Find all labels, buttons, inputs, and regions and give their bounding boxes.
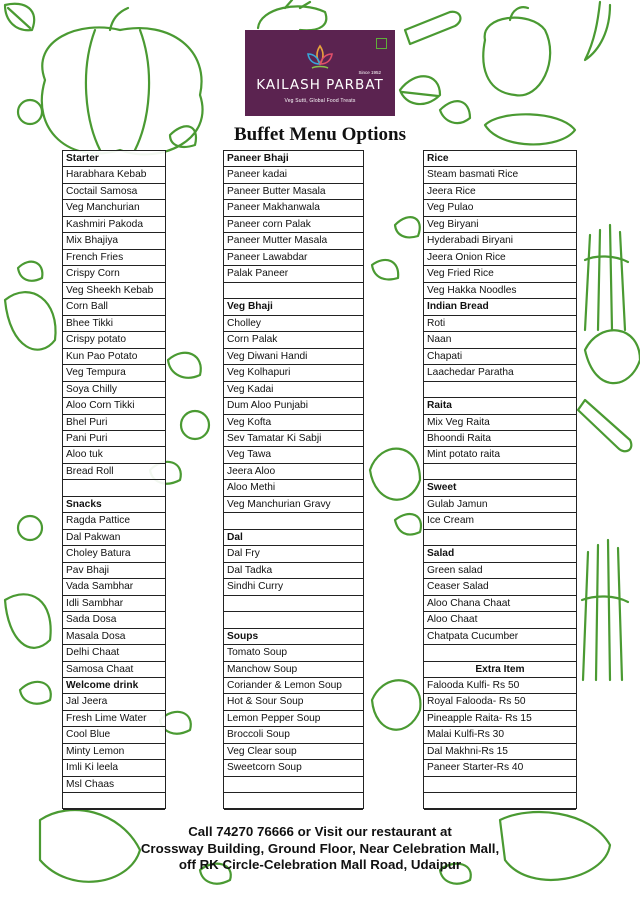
menu-item: French Fries (63, 250, 165, 266)
menu-item: Veg Pulao (424, 200, 576, 216)
menu-item (224, 596, 363, 612)
menu-item: Msl Chaas (63, 777, 165, 793)
menu-item: Corn Ball (63, 299, 165, 315)
lettuce-icon (585, 330, 640, 383)
menu-item: Vada Sambhar (63, 579, 165, 595)
leaf-icon (168, 353, 201, 378)
menu-item: Ragda Pattice (63, 513, 165, 529)
menu-item: Tomato Soup (224, 645, 363, 661)
menu-item: Sindhi Curry (224, 579, 363, 595)
menu-item: Pineapple Raita- Rs 15 (424, 711, 576, 727)
menu-item: Naan (424, 332, 576, 348)
menu-item (224, 777, 363, 793)
menu-item: Chatpata Cucumber (424, 629, 576, 645)
menu-item: Veg Tawa (224, 447, 363, 463)
menu-item: Veg Biryani (424, 217, 576, 233)
menu-item: Pav Bhaji (63, 563, 165, 579)
menu-item (224, 612, 363, 628)
contact-footer (0, 824, 640, 874)
menu-item: Paneer kadai (224, 167, 363, 183)
menu-item: Veg Clear soup (224, 744, 363, 760)
menu-item: Palak Paneer (224, 266, 363, 282)
menu-column-3 (423, 150, 577, 809)
asparagus-icon (585, 225, 628, 330)
section-header: Sweet (424, 480, 576, 496)
menu-item: Bhee Tikki (63, 316, 165, 332)
brand-name: KAILASH PARBAT (256, 77, 384, 93)
page-title: Buffet Menu Options (233, 124, 407, 145)
menu-item: Minty Lemon (63, 744, 165, 760)
section-header: Rice (424, 151, 576, 167)
menu-item: Bread Roll (63, 464, 165, 480)
menu-item: Bhel Puri (63, 415, 165, 431)
menu-item: Chapati (424, 349, 576, 365)
menu-item: Broccoli Soup (224, 727, 363, 743)
menu-item: Jeera Aloo (224, 464, 363, 480)
menu-item: Jeera Onion Rice (424, 250, 576, 266)
menu-item: Masala Dosa (63, 629, 165, 645)
leaf-icon (440, 101, 470, 123)
menu-item: Veg Sheekh Kebab (63, 283, 165, 299)
section-header: Snacks (63, 497, 165, 513)
menu-item: Veg Manchurian (63, 200, 165, 216)
menu-item: Dal Pakwan (63, 530, 165, 546)
menu-item (424, 645, 576, 661)
menu-item: Pani Puri (63, 431, 165, 447)
menu-item (424, 464, 576, 480)
menu-item: Imli Ki leela (63, 760, 165, 776)
menu-item: Veg Kofta (224, 415, 363, 431)
menu-item: Fresh Lime Water (63, 711, 165, 727)
menu-item: Mint potato raita (424, 447, 576, 463)
menu-item: Veg Diwani Handi (224, 349, 363, 365)
menu-item: Aloo Chana Chaat (424, 596, 576, 612)
menu-item (424, 382, 576, 398)
section-header: Raita (424, 398, 576, 414)
menu-item: Crispy potato (63, 332, 165, 348)
menu-item: Veg Manchurian Gravy (224, 497, 363, 513)
cucumber-icon (5, 292, 56, 350)
menu-item: Veg Fried Rice (424, 266, 576, 282)
menu-item: Hyderabadi Biryani (424, 233, 576, 249)
menu-item: Corn Palak (224, 332, 363, 348)
brussels-sprout-icon (18, 100, 42, 124)
menu-item (63, 793, 165, 809)
carrot-icon (405, 12, 460, 44)
menu-item: Harabhara Kebab (63, 167, 165, 183)
menu-item: Samosa Chaat (63, 662, 165, 678)
menu-item (424, 777, 576, 793)
menu-item: Aloo Chaat (424, 612, 576, 628)
menu-item: Paneer Butter Masala (224, 184, 363, 200)
menu-item (63, 480, 165, 496)
footer-line-1: Call 74270 76666 or Visit our restaurant at (188, 824, 452, 839)
menu-item: Delhi Chaat (63, 645, 165, 661)
menu-item: Crispy Corn (63, 266, 165, 282)
menu-item: Aloo Methi (224, 480, 363, 496)
menu-item: Kun Pao Potato (63, 349, 165, 365)
leaf-icon (20, 682, 51, 704)
section-header: Starter (63, 151, 165, 167)
menu-item: Mix Veg Raita (424, 415, 576, 431)
menu-item: Dal Fry (224, 546, 363, 562)
menu-item: Paneer Lawabdar (224, 250, 363, 266)
menu-item: Cool Blue (63, 727, 165, 743)
menu-item: Jal Jeera (63, 694, 165, 710)
chili-icon (585, 2, 610, 60)
menu-item: Paneer Makhanwala (224, 200, 363, 216)
menu-item: Dum Aloo Punjabi (224, 398, 363, 414)
menu-item: Dal Tadka (224, 563, 363, 579)
menu-item: Kashmiri Pakoda (63, 217, 165, 233)
menu-item: Paneer corn Palak (224, 217, 363, 233)
menu-item: Paneer Starter-Rs 40 (424, 760, 576, 776)
menu-item: Veg Hakka Noodles (424, 283, 576, 299)
menu-item: Roti (424, 316, 576, 332)
menu-item: Veg Tempura (63, 365, 165, 381)
lotus-icon (302, 44, 338, 74)
brand-since: Since 1952 (358, 70, 381, 75)
menu-item: Mix Bhajiya (63, 233, 165, 249)
menu-item (424, 793, 576, 809)
menu-item: Sev Tamatar Ki Sabji (224, 431, 363, 447)
section-header: Paneer Bhaji (224, 151, 363, 167)
tomato-icon (258, 0, 326, 30)
menu-item (224, 283, 363, 299)
asparagus-icon (582, 540, 628, 680)
menu-item: Hot & Sour Soup (224, 694, 363, 710)
footer-line-3: off RK Circle-Celebration Mall Road, Udaipur (178, 857, 462, 872)
carrot-icon (578, 400, 631, 451)
leaf-icon (372, 260, 398, 280)
footer-line-2: Crossway Building, Ground Floor, Near Celebration Mall, (140, 840, 500, 856)
menu-item: Laachedar Paratha (424, 365, 576, 381)
brand-logo (245, 30, 395, 116)
menu-item: Cholley (224, 316, 363, 332)
berry-icon (181, 411, 209, 439)
section-header: Extra Item (424, 662, 576, 678)
menu-item: Idli Sambhar (63, 596, 165, 612)
section-header: Salad (424, 546, 576, 562)
menu-item: Manchow Soup (224, 662, 363, 678)
menu-item: Soya Chilly (63, 382, 165, 398)
menu-item: Dal Makhni-Rs 15 (424, 744, 576, 760)
section-header: Indian Bread (424, 299, 576, 315)
leaf-icon (5, 4, 34, 30)
leaf-icon (18, 262, 42, 281)
menu-item: Coctail Samosa (63, 184, 165, 200)
leaf-icon (400, 76, 440, 104)
menu-item: Steam basmati Rice (424, 167, 576, 183)
menu-item: Ice Cream (424, 513, 576, 529)
menu-item (424, 530, 576, 546)
bell-pepper-icon (483, 7, 550, 95)
veg-symbol-icon (376, 38, 387, 49)
menu-item (224, 513, 363, 529)
section-header: Soups (224, 629, 363, 645)
menu-item: Malai Kulfi-Rs 30 (424, 727, 576, 743)
lettuce-icon (372, 680, 420, 729)
menu-column-1 (62, 150, 166, 809)
menu-item (224, 793, 363, 809)
leaf-icon (395, 217, 420, 237)
menu-item: Coriander & Lemon Soup (224, 678, 363, 694)
menu-item: Ceaser Salad (424, 579, 576, 595)
menu-column-2 (223, 150, 364, 809)
menu-item: Choley Batura (63, 546, 165, 562)
pepper-icon (5, 594, 51, 648)
menu-item: Royal Falooda- Rs 50 (424, 694, 576, 710)
section-header: Veg Bhaji (224, 299, 363, 315)
menu-item: Falooda Kulfi- Rs 50 (424, 678, 576, 694)
leaf-icon (395, 514, 421, 535)
menu-item: Paneer Mutter Masala (224, 233, 363, 249)
menu-item: Sada Dosa (63, 612, 165, 628)
brand-tagline: Veg Sutti, Global Food Treats (284, 98, 356, 104)
menu-item: Sweetcorn Soup (224, 760, 363, 776)
menu-item: Veg Kadai (224, 382, 363, 398)
menu-item: Aloo tuk (63, 447, 165, 463)
section-header: Dal (224, 530, 363, 546)
menu-item: Veg Kolhapuri (224, 365, 363, 381)
menu-item: Gulab Jamun (424, 497, 576, 513)
lettuce-icon (370, 449, 420, 500)
berry-icon (18, 516, 42, 540)
section-header: Welcome drink (63, 678, 165, 694)
menu-item: Lemon Pepper Soup (224, 711, 363, 727)
menu-item: Jeera Rice (424, 184, 576, 200)
menu-item: Aloo Corn Tikki (63, 398, 165, 414)
menu-item: Green salad (424, 563, 576, 579)
menu-item: Bhoondi Raita (424, 431, 576, 447)
